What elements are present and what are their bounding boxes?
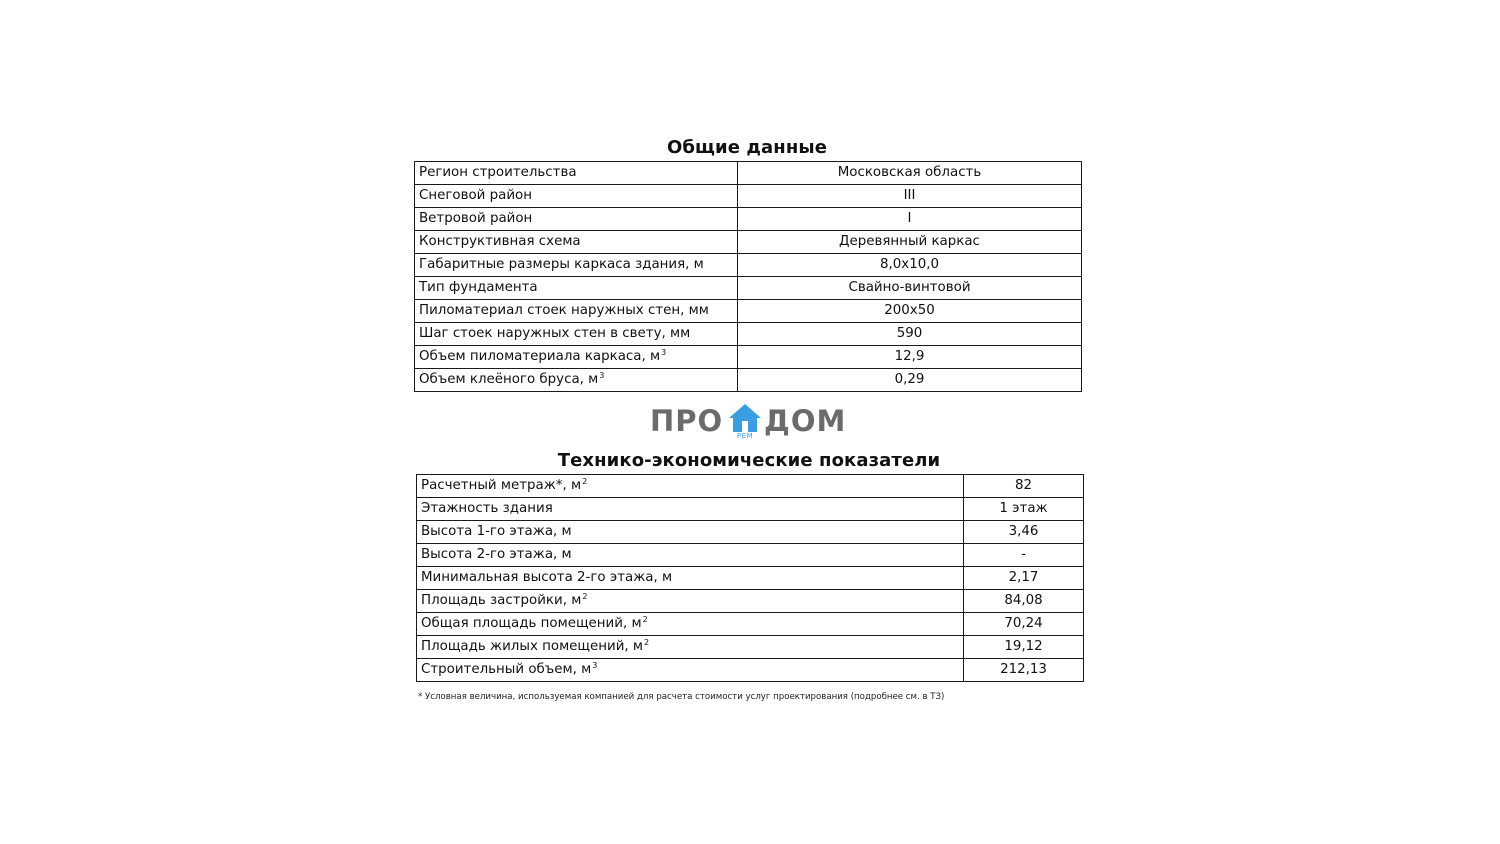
row-value: -	[964, 544, 1084, 567]
row-value: 12,9	[738, 346, 1082, 369]
table-row	[415, 185, 1082, 208]
row-value: Свайно-винтовой	[738, 277, 1082, 300]
table-row	[415, 300, 1082, 323]
logo-subtext: РЕМ	[736, 432, 754, 440]
row-label: Объем пиломатериала каркаса, $м^3$	[415, 346, 738, 369]
logo-word-left: ПРО	[650, 404, 724, 438]
row-value: 8,0х10,0	[738, 254, 1082, 277]
house-icon	[728, 403, 762, 433]
tech-indicators-title: Технико-экономические показатели	[557, 450, 941, 471]
row-label: Площадь застройки, $м^2$	[417, 590, 964, 613]
row-value: 212,13	[964, 659, 1084, 682]
row-label: Ветровой район	[415, 208, 738, 231]
row-value: Московская область	[738, 162, 1082, 185]
row-label: Площадь жилых помещений, $м^2$	[417, 636, 964, 659]
row-value: 84,08	[964, 590, 1084, 613]
row-value: I	[738, 208, 1082, 231]
row-label: Этажность здания	[417, 498, 964, 521]
table-row	[417, 613, 1084, 636]
row-label: Габаритные размеры каркаса здания, м	[415, 254, 738, 277]
row-label: Конструктивная схема	[415, 231, 738, 254]
row-label: Расчетный метраж*, $м^2$	[417, 475, 964, 498]
row-value: 3,46	[964, 521, 1084, 544]
table-row	[415, 369, 1082, 392]
row-value: 70,24	[964, 613, 1084, 636]
general-data-table	[414, 161, 1082, 392]
row-value: III	[738, 185, 1082, 208]
row-value: 1 этаж	[964, 498, 1084, 521]
tech-indicators-table	[416, 474, 1084, 682]
company-logo	[640, 402, 856, 444]
table-row	[415, 346, 1082, 369]
row-label: Пиломатериал стоек наружных стен, мм	[415, 300, 738, 323]
row-label: Минимальная высота 2-го этажа, м	[417, 567, 964, 590]
row-value: 590	[738, 323, 1082, 346]
table-row	[415, 323, 1082, 346]
table-row	[417, 521, 1084, 544]
row-label: Снеговой район	[415, 185, 738, 208]
table-row	[417, 659, 1084, 682]
table-row	[415, 254, 1082, 277]
row-label: Общая площадь помещений, $м^2$	[417, 613, 964, 636]
table-row	[415, 277, 1082, 300]
table-row	[415, 231, 1082, 254]
table-row	[417, 475, 1084, 498]
table-row	[415, 208, 1082, 231]
table-row	[417, 498, 1084, 521]
table-row	[415, 162, 1082, 185]
table-row	[417, 636, 1084, 659]
footnote: * Условная величина, используемая компанией для расчета стоимости услуг проектирования (подробнее см. в ТЗ)	[418, 692, 945, 702]
row-label: Высота 1-го этажа, м	[417, 521, 964, 544]
row-value: 82	[964, 475, 1084, 498]
table-row	[417, 544, 1084, 567]
logo-word-right: ДОМ	[764, 404, 847, 438]
row-value: 2,17	[964, 567, 1084, 590]
table-row	[417, 590, 1084, 613]
row-value: 19,12	[964, 636, 1084, 659]
table-row	[417, 567, 1084, 590]
row-value: 200х50	[738, 300, 1082, 323]
general-data-title: Общие данные	[666, 137, 828, 158]
row-label: Тип фундамента	[415, 277, 738, 300]
row-label: Регион строительства	[415, 162, 738, 185]
row-label: Шаг стоек наружных стен в свету, мм	[415, 323, 738, 346]
row-label: Объем клеёного бруса, $м^3$	[415, 369, 738, 392]
row-label: Высота 2-го этажа, м	[417, 544, 964, 567]
row-value: 0,29	[738, 369, 1082, 392]
row-label: Строительный объем, $м^3$	[417, 659, 964, 682]
row-value: Деревянный каркас	[738, 231, 1082, 254]
